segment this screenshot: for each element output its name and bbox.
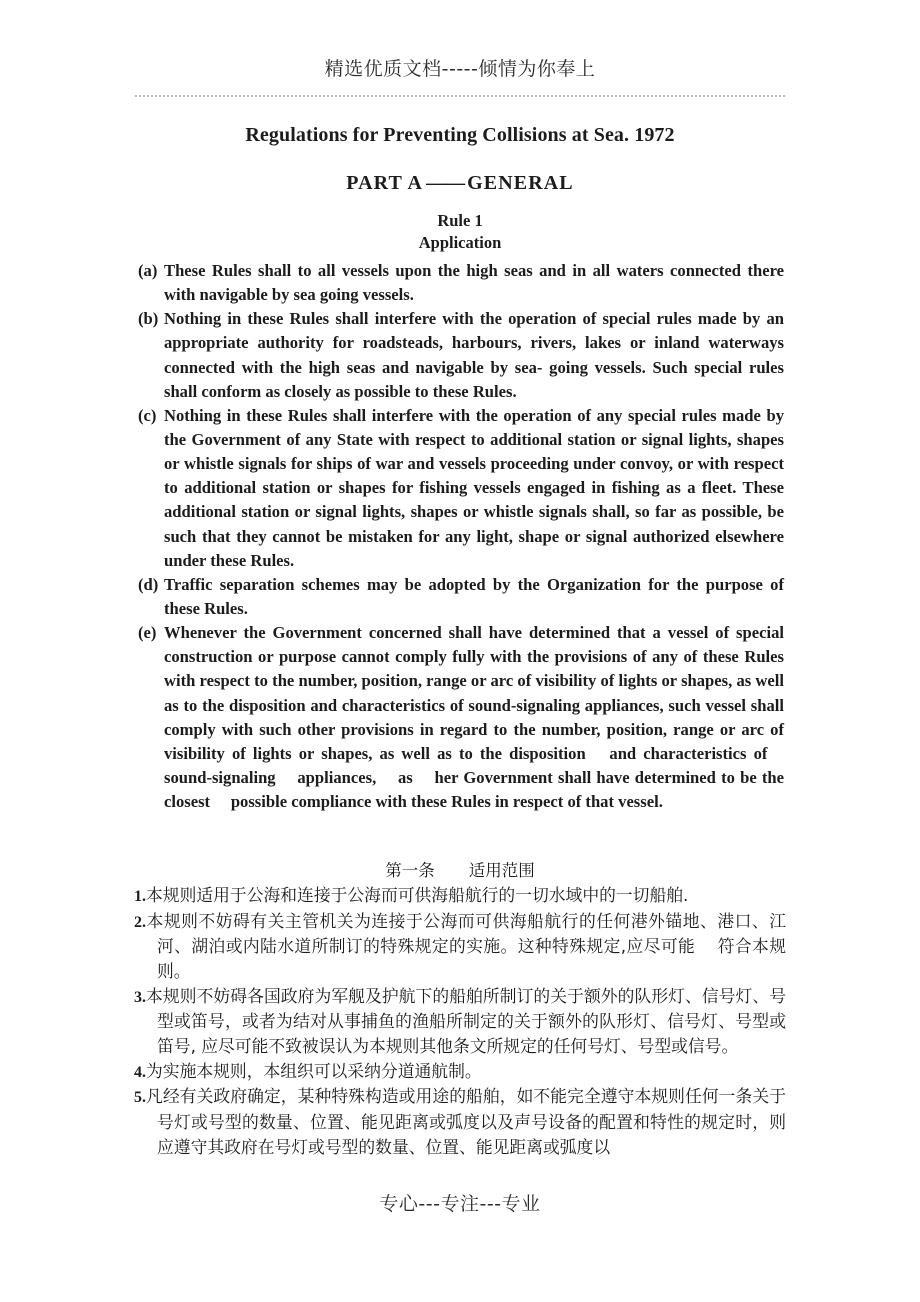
clause-text: Whenever the Government concerned shall have determined that a vessel of special construction or purpose cannot comply fully with the provisions of any of these Rules with respect to the number, position, range or arc of visibility of lights or shapes, as well as to the disposition and characteristics of sound-signaling appliances, such vessel shall comply with such other provisions in regard to the number, position, range or arc of visibility of lights or shapes, as well as to the disposition and characteristics of sound-signaling appliances, as her Government shall have determined to be the closest possible compliance with these Rules in respect of that vessel. bbox=[164, 623, 784, 812]
em-dash-separator: —— bbox=[426, 172, 465, 194]
clause-b bbox=[138, 307, 784, 404]
chinese-clause-1 bbox=[134, 883, 786, 909]
clause-e bbox=[138, 621, 784, 814]
clause-d bbox=[138, 573, 784, 621]
clause-marker: 3. bbox=[134, 988, 146, 1006]
part-label: PART A bbox=[346, 172, 424, 194]
clause-a bbox=[138, 259, 784, 307]
clause-text: Nothing in these Rules shall interfere with the operation of any special rules made by the Government of any State with respect to additional station or signal lights, shapes or whistle signals for ships of war and vessels proceeding under convoy, or with respect to additional station or shapes for fishing vessels engaged in fishing as a fleet. These additional station or signal lights, shapes or whistle signals shall, so far as possible, be such that they cannot be mistaken for any light, shape or signal authorized elsewhere under these Rules. bbox=[164, 405, 784, 570]
page-title: Regulations for Preventing Collisions at Sea. 1972 bbox=[245, 124, 675, 146]
chinese-clause-list bbox=[134, 859, 786, 1159]
chinese-clause-3 bbox=[134, 984, 786, 1059]
document-footer bbox=[135, 1189, 785, 1216]
rule-name: Application bbox=[418, 232, 502, 252]
chinese-rule-name: 适用范围 bbox=[468, 861, 535, 880]
chinese-rule-heading bbox=[134, 859, 786, 883]
footer-text: 专心---专注---专业 bbox=[379, 1193, 541, 1215]
clause-text: Nothing in these Rules shall interfere with the operation of special rules made by an appropriate authority for roadsteads, harbours, rivers, lakes or inland waterways connected with the high seas and navigable by sea- going vessels. Such special rules shall conform as closely as possible to these Rules. bbox=[164, 309, 784, 401]
part-name: GENERAL bbox=[467, 172, 574, 194]
rule-headings bbox=[135, 210, 785, 254]
clause-text: Traffic separation schemes may be adopted by the Organization for the purpose of these Rules. bbox=[164, 574, 784, 618]
part-heading bbox=[135, 171, 785, 196]
chinese-clause-5 bbox=[134, 1084, 786, 1159]
clause-marker: (e) bbox=[138, 623, 157, 643]
clause-text: 为实施本规则，本组织可以采纳分道通航制。 bbox=[146, 1060, 482, 1081]
chinese-clause-2 bbox=[134, 909, 786, 984]
clause-text: 本规则适用于公海和连接于公海而可供海船航行的一切水域中的一切船舶. bbox=[146, 884, 689, 905]
rule-number: Rule 1 bbox=[437, 211, 483, 230]
clause-marker: (d) bbox=[138, 574, 159, 594]
header-text: 精选优质文档-----倾情为你奉上 bbox=[324, 58, 596, 80]
clause-marker: (b) bbox=[138, 309, 159, 329]
clause-text: These Rules shall to all vessels upon the high seas and in all waters connected there with navigable by sea going vessels. bbox=[164, 261, 784, 305]
header-divider bbox=[135, 95, 785, 97]
clause-marker: (a) bbox=[138, 261, 158, 280]
clause-text: 凡经有关政府确定，某种特殊构造或用途的船舶，如不能完全遵守本规则任何一条关于号灯或号型的数量、位置、能见距离或弧度以及声号设备的配置和特性的规定时，则应遵守其政府在号灯或号型的数量、位置、能见距离或弧度以 bbox=[146, 1086, 786, 1157]
clause-marker: 5. bbox=[134, 1089, 146, 1107]
clause-marker: 2. bbox=[134, 913, 146, 931]
document-header bbox=[135, 58, 785, 81]
english-clause-list bbox=[138, 259, 784, 814]
clause-c bbox=[138, 404, 784, 573]
chinese-clause-4 bbox=[134, 1059, 786, 1085]
clause-marker: 4. bbox=[134, 1063, 146, 1081]
clause-text: 本规则不妨碍有关主管机关为连接于公海而可供海船航行的任何港外锚地、港口、江河、湖泊或内陆水道所制订的特殊规定的实施。这种特殊规定,应尽可能 符合本规则。 bbox=[146, 910, 786, 981]
clause-marker: 1. bbox=[134, 887, 146, 905]
chinese-rule-number: 第一条 bbox=[385, 861, 435, 880]
clause-text: 本规则不妨碍各国政府为军舰及护航下的船舶所制订的关于额外的队形灯、信号灯、号型或笛号，或者为结对从事捕鱼的渔船所制定的关于额外的队形灯、信号灯、号型或笛号, 应尽可能不致被误认为本规则其他条文所规定的任何号灯、号型或信号。 bbox=[146, 985, 786, 1056]
clause-marker: (c) bbox=[138, 405, 157, 425]
